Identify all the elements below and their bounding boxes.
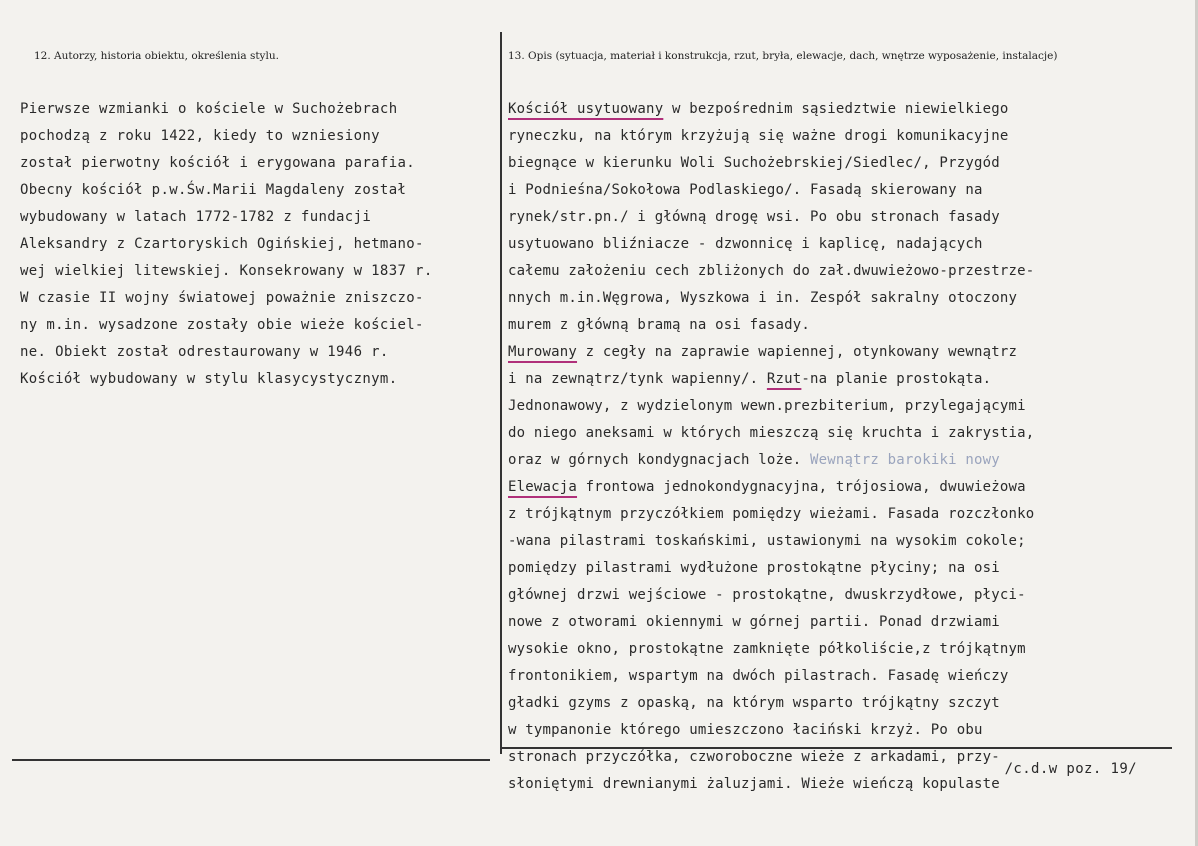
history-line: ne. Obiekt został odrestaurowany w 1946 r. [20, 344, 389, 360]
history-line: W czasie II wojny światowej poważnie zniszczo- [20, 290, 424, 306]
description-line: i Podnieśna/Sokołowa Podlaskiego/. Fasadą skierowany na [508, 182, 983, 198]
description-line [508, 96, 1168, 123]
description-line [508, 366, 1168, 393]
description-line: usytuowano bliźniacze - dzwonnicę i kaplicę, nadających [508, 236, 983, 252]
description-line: do niego aneksami w których mieszczą się kruchta i zakrystia, [508, 425, 1035, 441]
description-line: nowe z otworami okiennymi w górnej partii. Ponad drzwiami [508, 614, 1000, 630]
history-text [20, 96, 498, 393]
history-line: Pierwsze wzmianki o kościele w Suchożebrach [20, 101, 398, 117]
description-line: ryneczku, na którym krzyżują się ważne drogi komunikacyjne [508, 128, 1009, 144]
description-line [508, 474, 1168, 501]
history-line: został pierwotny kościół i erygowana parafia. [20, 155, 416, 171]
description-line: z trójkątnym przyczółkiem pomiędzy wieżami. Fasada rozczłonko [508, 506, 1035, 522]
description-line: gładki gzyms z opaską, na którym wsparto trójkątny szczyt [508, 695, 1000, 711]
description-line: w tympanonie którego umieszczono łaciński krzyż. Po obu [508, 722, 983, 738]
line-text: i na zewnątrz/tynk wapienny/. [508, 371, 767, 387]
description-line: całemu założeniu cech zbliżonych do zał.dwuwieżowo-przestrze- [508, 263, 1035, 279]
description-line: głównej drzwi wejściowe - prostokątne, dwuskrzydłowe, płyci- [508, 587, 1026, 603]
description-line [508, 339, 1168, 366]
description-line: słoniętymi drewnianymi żaluzjami. Wieże wieńczą kopulaste [508, 776, 1000, 792]
column-divider [500, 32, 502, 754]
description-line: -wana pilastrami toskańskimi, ustawionymi na wysokim cokole; [508, 533, 1026, 549]
history-line: Kościół wybudowany w stylu klasycystycznym. [20, 371, 398, 387]
description-line: pomiędzy pilastrami wydłużone prostokątne płyciny; na osi [508, 560, 1000, 576]
right-column-header: 13. Opis (sytuacja, materiał i konstrukcja, rzut, bryła, elewacje, dach, wnętrze wyposażenie, instalacje) [508, 50, 1058, 62]
description-line [508, 447, 1168, 474]
marked-keyword: Murowany [508, 344, 578, 360]
history-line: wybudowany w latach 1772-1782 z fundacji [20, 209, 372, 225]
history-line: Obecny kościół p.w.Św.Marii Magdaleny został [20, 182, 407, 198]
history-line: Aleksandry z Czartoryskich Ogińskiej, hetmano- [20, 236, 424, 252]
description-line: biegnące w kierunku Woli Suchożebrskiej/Siedlec/, Przygód [508, 155, 1000, 171]
description-text [508, 96, 1168, 798]
continuation-note: /c.d.w poz. 19/ [1004, 761, 1137, 777]
history-line: wej wielkiej litewskiej. Konsekrowany w 1837 r. [20, 263, 433, 279]
history-line: pochodzą z roku 1422, kiedy to wzniesiony [20, 128, 380, 144]
faint-overtyped-text: Wewnątrz barokiki nowy [801, 452, 1000, 468]
description-line: murem z główną bramą na osi fasady. [508, 317, 811, 333]
line-text: frontowa jednokondygnacyjna, trójosiowa, dwuwieżowa [577, 479, 1026, 495]
marked-keyword: Elewacja [508, 479, 578, 495]
description-line: Jednonawowy, z wydzielonym wewn.prezbiterium, przylegającymi [508, 398, 1026, 414]
left-bottom-rule [12, 759, 490, 761]
description-line: rynek/str.pn./ i główną drogę wsi. Po obu stronach fasady [508, 209, 1000, 225]
description-line: wysokie okno, prostokątne zamknięte półkoliście,z trójkątnym [508, 641, 1026, 657]
line-text: oraz w górnych kondygnacjach loże. [508, 452, 802, 468]
description-line: nnych m.in.Węgrowa, Wyszkowa i in. Zespół sakralny otoczony [508, 290, 1018, 306]
line-text: w bezpośrednim sąsiedztwie niewielkiego [663, 101, 1009, 117]
description-line: stronach przyczółka, czworoboczne wieże z arkadami, przy- [508, 749, 1000, 765]
description-line: frontonikiem, wspartym na dwóch pilastrach. Fasadę wieńczy [508, 668, 1009, 684]
left-column-header: 12. Autorzy, historia obiektu, określenia stylu. [34, 50, 279, 62]
marked-keyword: Rzut [766, 371, 802, 387]
line-text: z cegły na zaprawie wapiennej, otynkowany wewnątrz [577, 344, 1018, 360]
line-text: -na planie prostokąta. [801, 371, 992, 387]
history-line: ny m.in. wysadzone zostały obie wieże kościel- [20, 317, 424, 333]
marked-keyword: Kościół usytuowany [508, 101, 664, 117]
